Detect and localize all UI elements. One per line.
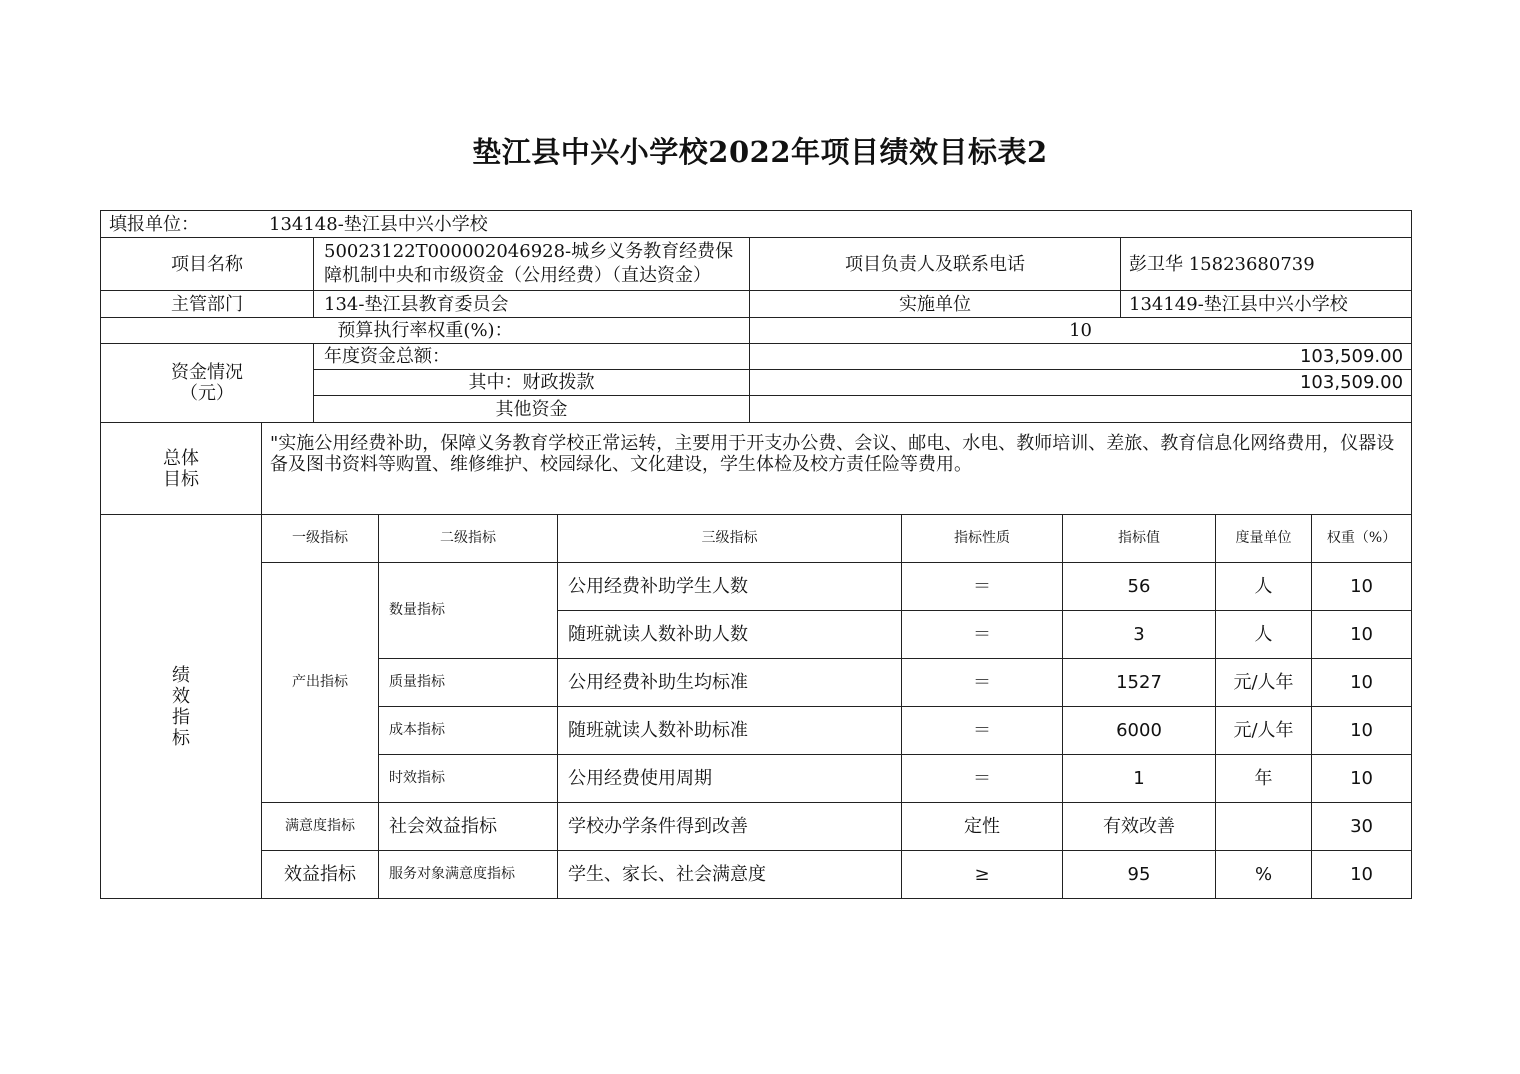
level2-quality: 质量指标 bbox=[379, 659, 558, 707]
weight-cell: 10 bbox=[1312, 755, 1412, 803]
level1-benefit: 效益指标 bbox=[262, 851, 379, 899]
overall-goal-label-line1: 总体 bbox=[163, 447, 199, 469]
weight-cell: 10 bbox=[1312, 707, 1412, 755]
indicator-table bbox=[100, 422, 1412, 899]
nature-cell: ＝ bbox=[902, 755, 1063, 803]
nature-cell: ＝ bbox=[902, 707, 1063, 755]
funds-fiscal-value: 103,509.00 bbox=[750, 370, 1412, 396]
value-cell: 3 bbox=[1063, 611, 1216, 659]
project-name-label: 项目名称 bbox=[101, 238, 314, 291]
nature-cell: ＝ bbox=[902, 659, 1063, 707]
unit-cell bbox=[1216, 803, 1312, 851]
col-header-level3: 三级指标 bbox=[558, 515, 902, 563]
funds-label bbox=[101, 344, 314, 423]
table-row bbox=[101, 563, 1412, 611]
project-info-table bbox=[100, 210, 1412, 423]
owner-label: 项目负责人及联系电话 bbox=[750, 238, 1121, 291]
level2-cost: 成本指标 bbox=[379, 707, 558, 755]
level3-cell: 公用经费补助学生人数 bbox=[558, 563, 902, 611]
level3-cell: 学生、家长、社会满意度 bbox=[558, 851, 902, 899]
nature-cell: ＝ bbox=[902, 563, 1063, 611]
dept-label: 主管部门 bbox=[101, 291, 314, 318]
value-cell: 1 bbox=[1063, 755, 1216, 803]
budget-weight-label: 预算执行率权重(%)： bbox=[101, 318, 750, 344]
level2-timeliness: 时效指标 bbox=[379, 755, 558, 803]
unit-value: 134148-垫江县中兴小学校 bbox=[269, 213, 488, 235]
nature-cell: ≥ bbox=[902, 851, 1063, 899]
unit-cell: 人 bbox=[1216, 611, 1312, 659]
owner-value: 彭卫华 15823680739 bbox=[1121, 238, 1412, 291]
funds-fiscal-label: 其中：财政拨款 bbox=[314, 370, 750, 396]
unit-cell: 年 bbox=[1216, 755, 1312, 803]
level1-output: 产出指标 bbox=[262, 563, 379, 803]
unit-cell: 人 bbox=[1216, 563, 1312, 611]
project-name-value: 50023122T000002046928-城乡义务教育经费保障机制中央和市级资金（公用经费）（直达资金） bbox=[314, 238, 750, 291]
value-cell: 95 bbox=[1063, 851, 1216, 899]
funds-total-value: 103,509.00 bbox=[750, 344, 1412, 370]
funds-other-value bbox=[750, 396, 1412, 423]
nature-cell: ＝ bbox=[902, 611, 1063, 659]
performance-form bbox=[100, 210, 1411, 899]
impl-label: 实施单位 bbox=[750, 291, 1121, 318]
value-cell: 1527 bbox=[1063, 659, 1216, 707]
overall-goal-text: "实施公用经费补助，保障义务教育学校正常运转，主要用于开支办公费、会议、邮电、水电、教师培训、差旅、教育信息化网络费用，仪器设备及图书资料等购置、维修维护、校园绿化、文化建设，学生体检及校方责任险等费用。 bbox=[262, 423, 1412, 515]
level3-cell: 公用经费使用周期 bbox=[558, 755, 902, 803]
overall-goal-label-line2: 目标 bbox=[163, 468, 199, 490]
funds-label-line2: （元） bbox=[180, 383, 234, 404]
weight-cell: 30 bbox=[1312, 803, 1412, 851]
section-char: 标 bbox=[172, 727, 190, 749]
col-header-value: 指标值 bbox=[1063, 515, 1216, 563]
unit-cell: 元/人年 bbox=[1216, 659, 1312, 707]
col-header-level2: 二级指标 bbox=[379, 515, 558, 563]
weight-cell: 10 bbox=[1312, 611, 1412, 659]
level3-cell: 公用经费补助生均标准 bbox=[558, 659, 902, 707]
section-char: 效 bbox=[172, 685, 190, 707]
budget-weight-value: 10 bbox=[750, 318, 1412, 344]
col-header-nature: 指标性质 bbox=[902, 515, 1063, 563]
level2-quantity: 数量指标 bbox=[379, 563, 558, 659]
impl-value: 134149-垫江县中兴小学校 bbox=[1121, 291, 1412, 318]
section-char: 绩 bbox=[172, 664, 190, 686]
col-header-level1: 一级指标 bbox=[262, 515, 379, 563]
value-cell: 6000 bbox=[1063, 707, 1216, 755]
value-cell: 有效改善 bbox=[1063, 803, 1216, 851]
level2-service: 服务对象满意度指标 bbox=[379, 851, 558, 899]
funds-label-line1: 资金情况 bbox=[171, 362, 243, 383]
weight-cell: 10 bbox=[1312, 563, 1412, 611]
value-cell: 56 bbox=[1063, 563, 1216, 611]
col-header-weight: 权重（%） bbox=[1312, 515, 1412, 563]
table-row bbox=[101, 803, 1412, 851]
dept-value: 134-垫江县教育委员会 bbox=[314, 291, 750, 318]
page-title: 垫江县中兴小学校2022年项目绩效目标表2 bbox=[472, 135, 1048, 169]
unit-cell: % bbox=[1216, 851, 1312, 899]
weight-cell: 10 bbox=[1312, 659, 1412, 707]
nature-cell: 定性 bbox=[902, 803, 1063, 851]
weight-cell: 10 bbox=[1312, 851, 1412, 899]
level2-social: 社会效益指标 bbox=[379, 803, 558, 851]
level3-cell: 随班就读人数补助标准 bbox=[558, 707, 902, 755]
performance-indicators-label bbox=[101, 515, 262, 899]
unit-label: 填报单位： bbox=[109, 213, 199, 235]
level1-satisfaction: 满意度指标 bbox=[262, 803, 379, 851]
col-header-unit: 度量单位 bbox=[1216, 515, 1312, 563]
level3-cell: 随班就读人数补助人数 bbox=[558, 611, 902, 659]
unit-row bbox=[101, 211, 1412, 238]
section-char: 指 bbox=[172, 706, 190, 728]
funds-total-label: 年度资金总额： bbox=[314, 344, 750, 370]
overall-goal-label bbox=[101, 423, 262, 515]
funds-other-label: 其他资金 bbox=[314, 396, 750, 423]
table-row bbox=[101, 851, 1412, 899]
level3-cell: 学校办学条件得到改善 bbox=[558, 803, 902, 851]
unit-cell: 元/人年 bbox=[1216, 707, 1312, 755]
